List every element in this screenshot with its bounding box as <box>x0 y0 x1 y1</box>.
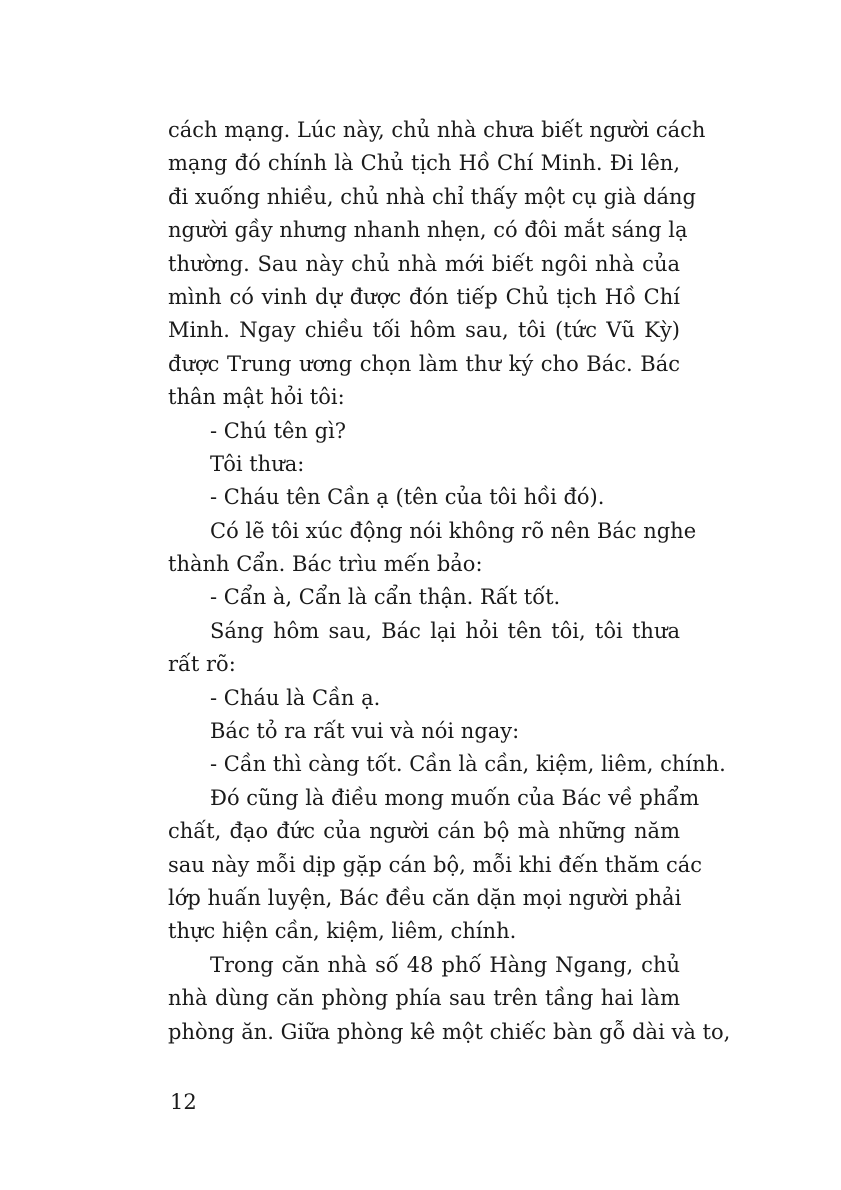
page-number: 12 <box>170 1090 197 1114</box>
text-line: nhà dùng căn phòng phía sau trên tầng hai làm <box>168 986 680 1011</box>
paragraph-start-line: Đó cũng là điều mong muốn của Bác về phẩm <box>210 785 700 810</box>
text-line: mình có vinh dự được đón tiếp Chủ tịch Hồ Chí <box>168 284 680 309</box>
dialogue-line: - Cháu tên Cần ạ (tên của tôi hồi đó). <box>210 485 605 510</box>
body-text <box>168 114 731 1049</box>
text-line: được Trung ương chọn làm thư ký cho Bác. Bác <box>168 351 680 376</box>
text-line: Bác tỏ ra rất vui và nói ngay: <box>210 719 520 744</box>
text-line: lớp huấn luyện, Bác đều căn dặn mọi người phải <box>168 885 682 910</box>
dialogue-line: - Cẩn à, Cẩn là cẩn thận. Rất tốt. <box>210 585 561 610</box>
text-line: thường. Sau này chủ nhà mới biết ngôi nhà của <box>168 251 680 276</box>
paragraph-start-line: Trong căn nhà số 48 phố Hàng Ngang, chủ <box>210 952 680 977</box>
text-line: rất rõ: <box>168 652 236 677</box>
text-line: đi xuống nhiều, chủ nhà chỉ thấy một cụ già dáng <box>168 184 696 209</box>
dialogue-line: - Cháu là Cần ạ. <box>210 685 381 710</box>
text-line: Minh. Ngay chiều tối hôm sau, tôi (tức Vũ Kỳ) <box>168 318 680 343</box>
text-line: thành Cẩn. Bác trìu mến bảo: <box>168 552 483 577</box>
dialogue-line: - Chú tên gì? <box>210 418 347 443</box>
text-line: chất, đạo đức của người cán bộ mà những năm <box>168 819 680 844</box>
text-line: mạng đó chính là Chủ tịch Hồ Chí Minh. Đi lên, <box>168 151 680 176</box>
text-line: sau này mỗi dịp gặp cán bộ, mỗi khi đến thăm các <box>168 852 702 877</box>
text-line: Tôi thưa: <box>210 451 305 476</box>
dialogue-line: - Cần thì càng tốt. Cần là cần, kiệm, liêm, chính. <box>210 752 726 777</box>
paragraph-start-line: Có lẽ tôi xúc động nói không rõ nên Bác nghe <box>210 518 697 543</box>
paragraph-start-line: Sáng hôm sau, Bác lại hỏi tên tôi, tôi thưa <box>210 618 680 643</box>
text-line: thực hiện cần, kiệm, liêm, chính. <box>168 919 517 944</box>
text-line: phòng ăn. Giữa phòng kê một chiếc bàn gỗ dài và to, <box>168 1019 731 1044</box>
text-line: cách mạng. Lúc này, chủ nhà chưa biết người cách <box>168 118 706 142</box>
text-line: người gầy nhưng nhanh nhẹn, có đôi mắt sáng lạ <box>168 218 688 243</box>
text-line: thân mật hỏi tôi: <box>168 385 345 410</box>
